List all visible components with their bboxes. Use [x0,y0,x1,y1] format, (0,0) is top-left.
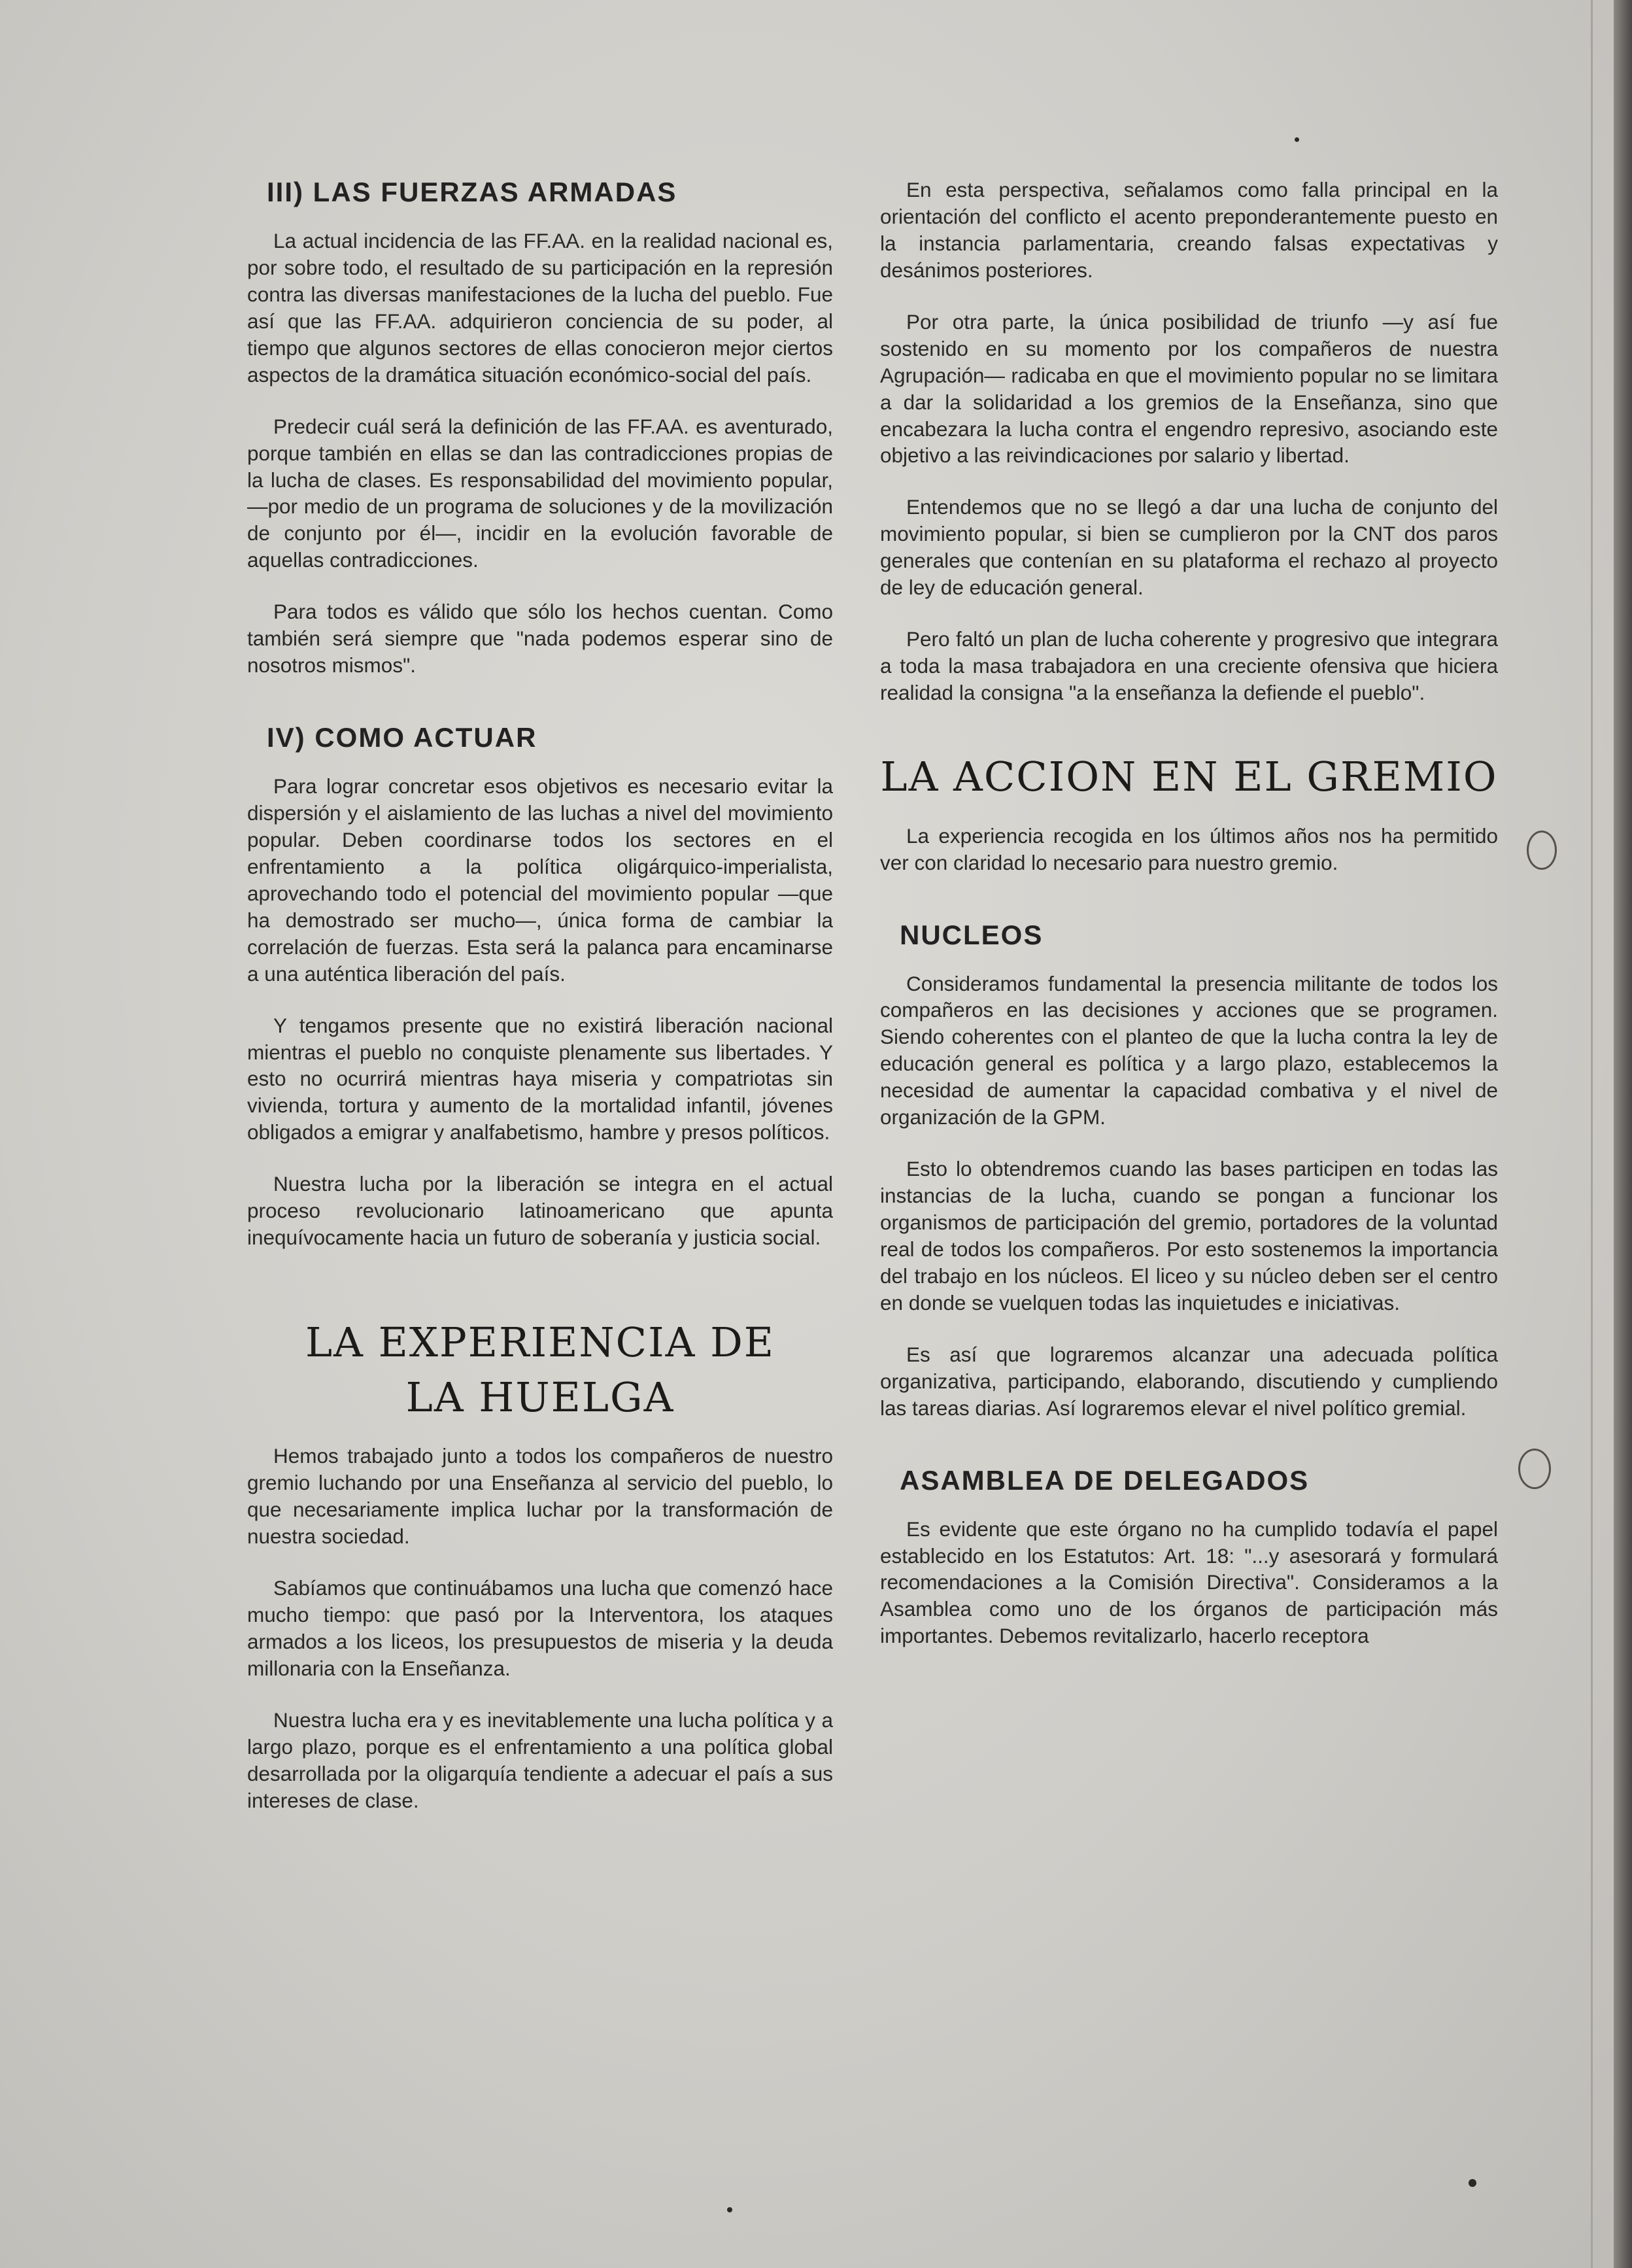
paragraph: Y tengamos presente que no existirá liberación nacional mientras el pueblo no conquiste plenamente sus libertades. Y esto no ocurrirá mientras haya miseria y compatriotas sin vivienda, tortura y aumento de la mortalidad infantil, jóvenes obligados a emigrar y analfabetismo, hambre y presos políticos. [247,1013,833,1144]
paragraph: En esta perspectiva, señalamos como falla principal en la orientación del conflicto el acento preponderantemente puesto en la instancia parlamentaria, creando falsas expectativas y desánimos posteriores. [880,178,1498,282]
article-title-accion-gremio: LA ACCION EN EL GREMIO [880,752,1498,800]
paragraph: Pero faltó un plan de lucha coherente y progresivo que integrara a toda la masa trabajadora en una creciente ofensiva que hiciera realidad la consigna "a la enseñanza la defiende el pueblo". [880,627,1498,704]
spacer [880,804,1498,823]
paragraph: Por otra parte, la única posibilidad de triunfo —y así fue sostenido en su momento por los compañeros de nuestra Agrupación— radicaba en que el movimiento popular no se limitara a dar la solidaridad a los gremios de la Enseñanza, sino que encabezara la lucha contra el engendro represivo, asociando este objetivo a las reivindicaciones por salario y libertad. [880,309,1498,468]
paragraph: La actual incidencia de las FF.AA. en la realidad nacional es, por sobre todo, el resultado de su participación en la represión contra las diversas manifestaciones de la lucha del pueblo. Fue así que las FF.AA. adquirieron conciencia de su poder, al tiempo que algunos sectores de ellas conocieron mejor ciertos aspectos de la dramática situación económico-social del país. [247,229,833,387]
paragraph: Para todos es válido que sólo los hechos cuentan. Como también será siempre que "nada podemos esperar sino de nosotros mismos". [247,600,833,678]
paragraph: Hemos trabajado junto a todos los compañeros de nuestro gremio luchando por una Enseñanza al servicio del pueblo, lo que necesariamente implica luchar por la transformación de nuestra sociedad. [247,1444,833,1549]
section-heading-fuerzas-armadas: III) LAS FUERZAS ARMADAS [267,177,677,207]
article-title-line-1: LA EXPERIENCIA DE [305,1318,775,1367]
left-column [247,177,833,1839]
ink-speck [1295,137,1299,142]
page-edge-shadow [1614,0,1632,2268]
spacer [880,1447,1498,1465]
page-edge-line [1591,0,1593,2268]
section-heading-nucleos: NUCLEOS [900,919,1044,950]
paragraph: Predecir cuál será la definición de las FF.AA. es aventurado, porque también en ellas se dan las contradicciones propias de la lucha de clases. Es responsabilidad del movimiento popular, —por medio de un programa de soluciones y de la movilización de conjunto por él—, incidir en la evolución favorable de aquellas contradicciones. [247,414,833,572]
paragraph: Es evidente que este órgano no ha cumplido todavía el papel establecido en los Estatutos: Art. 18: "...y asesorará y formulará recomendaciones a la Comisión Directiva". Consideramos a la Asamblea como uno de los órganos de participación más importantes. Debemos revitalizarlo, hacerlo receptora [880,1517,1498,1648]
ink-speck [727,2207,732,2212]
paragraph: Consideramos fundamental la presencia militante de todos los compañeros en las decisiones y acciones que se programen. Siendo coherentes con el planteo de que la lucha contra la ley de educación general es política y a largo plazo, establecemos la necesidad de aumentar la capacidad combativa y el nivel de organización de la GPM. [880,971,1498,1129]
pen-mark [1518,1449,1551,1489]
spacer [247,1276,833,1315]
right-column [880,177,1498,1674]
paragraph: Nuestra lucha era y es inevitablemente una lucha política y a largo plazo, porque es el enfrentamiento a una política global desarrollada por la oligarquía tendiente a adecuar el país a sus intereses de clase. [247,1708,833,1812]
section-heading-asamblea-delegados: ASAMBLEA DE DELEGADOS [900,1464,1310,1496]
paragraph: La experiencia recogida en los últimos años nos ha permitido ver con claridad lo necesario para nuestro gremio. [880,823,1498,874]
paragraph: Para lograr concretar esos objetivos es necesario evitar la dispersión y el aislamiento de las luchas a nivel del movimiento popular. Deben coordinarse todos los sectores en el enfrentamiento a la política oligárquico-imperialista, aprovechando todo el potencial del movimiento popular —que ha demostrado ser mucho—, única forma de cambiar la correlación de fuerzas. Esta será la palanca para encaminarse a una auténtica liberación del país. [247,774,833,986]
paragraph: Nuestra lucha por la liberación se integra en el actual proceso revolucionario latinoamericano que apunta inequívocamente hacia un futuro de soberanía y justicia social. [247,1172,833,1250]
paragraph: Esto lo obtendremos cuando las bases participen en todas las instancias de la lucha, cuando se pongan a funcionar los organismos de participación del gremio, portadores de la voluntad real de todos los compañeros. Por esto sostenemos la importancia del trabajo en los núcleos. El liceo y su núcleo deben ser el centro en donde se vuelquen todas las inquietudes e iniciativas. [880,1157,1498,1314]
section-heading-como-actuar: IV) COMO ACTUAR [267,722,537,753]
spacer [247,704,833,722]
pen-mark [1527,831,1557,870]
spacer [880,901,1498,919]
article-title-line-2: LA HUELGA [405,1373,675,1421]
paragraph: Es así que lograremos alcanzar una adecuada política organizativa, participando, elaborando, discutiendo y cumpliendo las tareas diarias. Así lograremos elevar el nivel político gremial. [880,1342,1498,1420]
ink-speck [1469,2179,1476,2187]
spacer [247,1424,833,1443]
paragraph: Sabíamos que continuábamos una lucha que comenzó hace mucho tiempo: que pasó por la Interventora, los ataques armados a los liceos, los presupuestos de miseria y la deuda millonaria con la Enseñanza. [247,1576,833,1680]
paragraph: Entendemos que no se llegó a dar una lucha de conjunto del movimiento popular, si bien se cumplieron por la CNT dos paros generales que contenían en su plataforma el rechazo al proyecto de ley de educación general. [880,495,1498,600]
spacer [880,731,1498,749]
